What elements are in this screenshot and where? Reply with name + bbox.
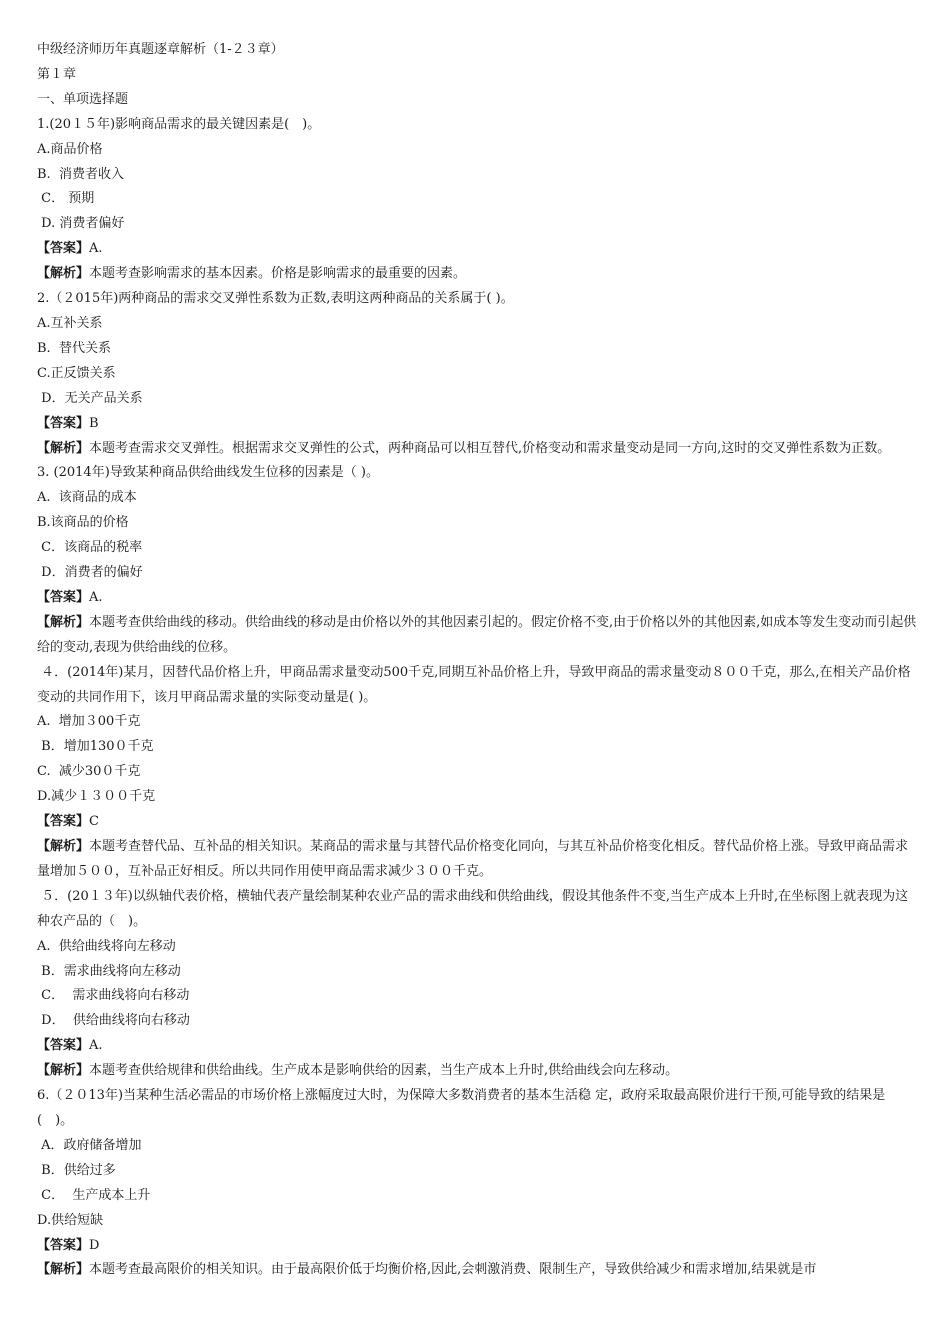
answer-value: B (89, 415, 99, 431)
question-block (37, 461, 917, 660)
answer-label: 【答案】 (37, 1038, 90, 1054)
question-block (37, 661, 917, 885)
option-a: A. 增加３00千克 (37, 714, 141, 730)
question-stem: ４．(2014年)某月，因替代品价格上升，甲商品需求量变动500千克,同期互补品价格上升，导致甲商品的需求量变动８００千克，那么,在相关产品价格变动的共同作用下，该月甲商品需求量的实际变动量是( )。 (37, 664, 911, 705)
analysis-text: 本题考查影响需求的基本因素。价格是影响需求的最重要的因素。 (89, 266, 467, 282)
analysis-text: 本题考查需求交叉弹性。根据需求交叉弹性的公式，两种商品可以相互替代,价格变动和需求量变动是同一方向,这时的交叉弹性系数为正数。 (89, 440, 891, 456)
question-block (37, 113, 917, 287)
answer-value: A. (89, 589, 103, 605)
analysis-line (37, 835, 917, 885)
answer-line (37, 810, 917, 835)
analysis-text: 本题考查最高限价的相关知识。由于最高限价低于均衡价格,因此,会刺激消费、限制生产，导致供给减少和需求增加,结果就是市 (89, 1262, 817, 1278)
option-d: D．消费者的偏好 (37, 565, 143, 581)
option-a: A. 该商品的成本 (37, 490, 137, 506)
option-c: C． 生产成本上升 (37, 1187, 151, 1203)
question-block (37, 885, 917, 1084)
question-stem: ５．(20１３年)以纵轴代表价格，横轴代表产量绘制某种农业产品的需求曲线和供给曲线，假设其他条件不变,当生产成本上升时,在坐标图上就表现为这种农产品的（ )。 (37, 888, 909, 929)
answer-value: A. (89, 241, 103, 257)
option-b: B. 替代关系 (37, 340, 111, 356)
option-b: B. 消费者收入 (37, 166, 124, 182)
answer-line (37, 1234, 917, 1259)
option-a: A．政府储备增加 (37, 1137, 142, 1153)
option-b: B．增加130０千克 (37, 739, 154, 755)
analysis-text: 本题考查供给曲线的移动。供给曲线的移动是由价格以外的其他因素引起的。假定价格不变,由于价格以外的其他因素,如成本等发生变动而引起供给的变动,表现为供给曲线的位移。 (37, 614, 917, 655)
analysis-line (37, 1258, 917, 1283)
option-d: D．无关产品关系 (37, 390, 143, 406)
answer-label: 【答案】 (37, 415, 90, 431)
option-b: B．需求曲线将向左移动 (37, 963, 181, 979)
question-block (37, 287, 917, 461)
answer-line (37, 412, 917, 437)
option-b: B.该商品的价格 (37, 515, 129, 531)
analysis-label: 【解析】 (37, 614, 90, 630)
document-page (37, 38, 917, 1283)
question-stem: 1.(20１５年)影响商品需求的最关键因素是( )。 (37, 116, 321, 132)
option-d: D.减少１３００千克 (37, 789, 156, 805)
option-c: C． 预期 (37, 191, 95, 207)
analysis-line (37, 611, 917, 661)
option-d: D． 供给曲线将向右移动 (37, 1013, 190, 1029)
option-c: C.正反馈关系 (37, 365, 116, 381)
answer-label: 【答案】 (37, 1237, 90, 1253)
answer-value: D (89, 1237, 100, 1253)
answer-label: 【答案】 (37, 589, 90, 605)
option-d: D. 消费者偏好 (37, 216, 125, 232)
question-stem: 2.（２015年)两种商品的需求交叉弹性系数为正数,表明这两种商品的关系属于( )。 (37, 291, 514, 307)
chapter-heading: 第１章 (37, 66, 77, 82)
analysis-line (37, 1059, 917, 1084)
analysis-text: 本题考查替代品、互补品的相关知识。某商品的需求量与其替代品价格变化同向，与其互补品价格变化相反。替代品价格上涨。导致甲商品需求量增加５００，互补品正好相反。所以共同作用使甲商品需求减少３００千克。 (37, 839, 909, 879)
option-a: A. 供给曲线将向左移动 (37, 938, 176, 954)
analysis-label: 【解析】 (37, 1063, 90, 1079)
analysis-label: 【解析】 (37, 839, 90, 854)
answer-label: 【答案】 (37, 814, 90, 830)
option-c: C. 减少30０千克 (37, 764, 141, 780)
analysis-line (37, 262, 917, 287)
answer-label: 【答案】 (37, 241, 90, 257)
answer-line (37, 586, 917, 611)
question-block (37, 1084, 917, 1283)
analysis-label: 【解析】 (37, 1262, 90, 1278)
option-a: A.互补关系 (37, 315, 103, 331)
answer-value: C (89, 814, 99, 830)
option-c: C．该商品的税率 (37, 540, 143, 556)
option-d: D.供给短缺 (37, 1212, 104, 1228)
analysis-label: 【解析】 (37, 440, 90, 456)
option-b: B．供给过多 (37, 1162, 116, 1178)
analysis-line (37, 437, 917, 462)
section-heading: 一、单项选择题 (37, 91, 129, 107)
question-stem: 6.（２０13年)当某种生活必需品的市场价格上涨幅度过大时，为保障大多数消费者的基本生活稳 定，政府采取最高限价进行干预,可能导致的结果是( )。 (37, 1088, 886, 1128)
option-c: C． 需求曲线将向右移动 (37, 988, 190, 1004)
analysis-text: 本题考查供给规律和供给曲线。生产成本是影响供给的因素，当生产成本上升时,供给曲线会向左移动。 (89, 1063, 679, 1079)
answer-line (37, 237, 917, 262)
option-a: A.商品价格 (37, 141, 103, 157)
answer-line (37, 1034, 917, 1059)
question-stem: 3. (2014年)导致某种商品供给曲线发生位移的因素是（ )。 (37, 465, 379, 481)
answer-value: A. (89, 1038, 103, 1054)
analysis-label: 【解析】 (37, 266, 90, 282)
document-title: 中级经济师历年真题逐章解析（1-２３章） (37, 42, 284, 57)
